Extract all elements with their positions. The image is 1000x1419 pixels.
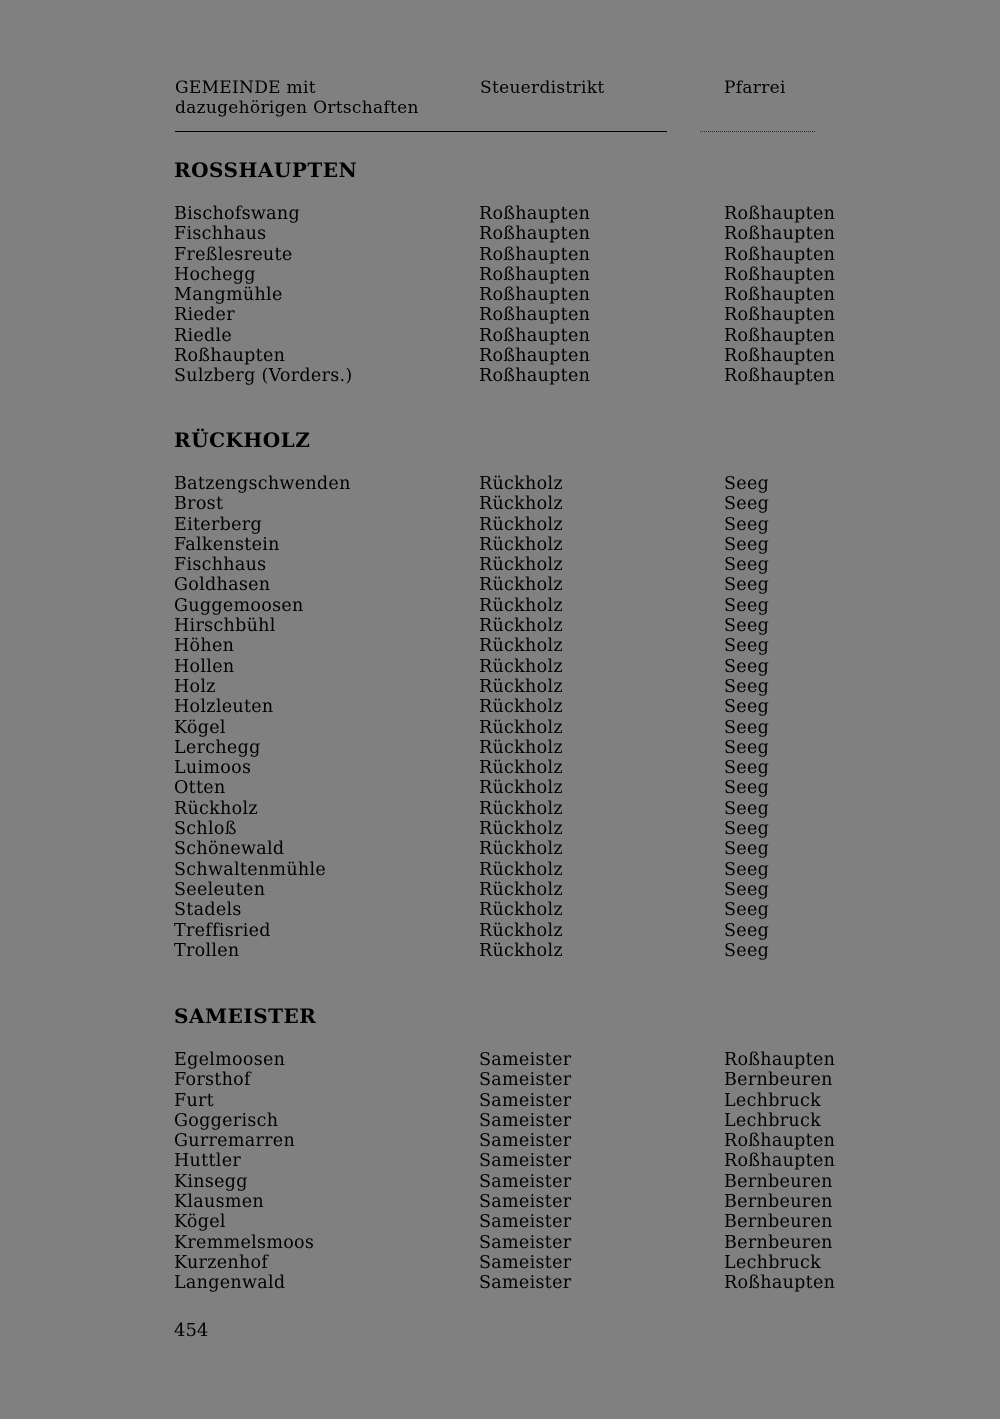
steuerdistrikt-cell: Rückholz [479, 514, 563, 535]
pfarrei-cell: Seeg [724, 798, 770, 819]
pfarrei-cell: Seeg [724, 839, 770, 860]
table-row [174, 636, 854, 656]
ortschaft-cell: Otten [174, 778, 226, 799]
steuerdistrikt-cell: Roßhaupten [479, 224, 591, 245]
pfarrei-cell: Lechbruck [724, 1110, 821, 1131]
pfarrei-cell: Seeg [724, 819, 770, 840]
steuerdistrikt-cell: Rückholz [479, 717, 563, 738]
steuerdistrikt-cell: Roßhaupten [479, 285, 591, 306]
steuerdistrikt-cell: Rückholz [479, 879, 563, 900]
steuerdistrikt-cell: Rückholz [479, 900, 563, 921]
steuerdistrikt-cell: Sameister [479, 1090, 572, 1111]
ortschaft-cell: Treffisried [174, 920, 271, 941]
ortschaft-cell: Eiterberg [174, 514, 262, 535]
steuerdistrikt-cell: Sameister [479, 1050, 572, 1070]
steuerdistrikt-cell: Rückholz [479, 534, 563, 555]
pfarrei-cell: Seeg [724, 555, 770, 576]
section-title: SAMEISTER [174, 1004, 317, 1028]
table-row [174, 778, 854, 798]
ortschaft-cell: Bischofswang [174, 204, 300, 224]
header-gemeinde-line2: dazugehörigen Ortschaften [175, 98, 419, 118]
table-row [174, 1111, 854, 1131]
table-row [174, 860, 854, 880]
table-row [174, 1050, 854, 1070]
ortschaft-cell: Schloß [174, 819, 237, 840]
pfarrei-cell: Bernbeuren [724, 1171, 833, 1192]
table-row [174, 515, 854, 535]
steuerdistrikt-cell: Rückholz [479, 575, 563, 596]
ortschaft-cell: Hollen [174, 656, 235, 677]
steuerdistrikt-cell: Rückholz [479, 737, 563, 758]
header-steuerdistrikt: Steuerdistrikt [480, 78, 605, 98]
pfarrei-cell: Seeg [724, 940, 770, 961]
header-gemeinde-line1: GEMEINDE mit [175, 78, 316, 98]
table-row [174, 305, 854, 325]
table-row [174, 224, 854, 244]
table-row [174, 1233, 854, 1253]
ortschaft-cell: Fischhaus [174, 555, 267, 576]
table-row [174, 555, 854, 575]
ortschaft-cell: Klausmen [174, 1192, 264, 1213]
header-pfarrei: Pfarrei [724, 78, 786, 98]
ortschaft-cell: Seeleuten [174, 879, 266, 900]
ortschaft-cell: Luimoos [174, 758, 252, 779]
table-row [174, 657, 854, 677]
section-title: ROSSHAUPTEN [174, 158, 358, 182]
steuerdistrikt-cell: Sameister [479, 1232, 572, 1253]
ortschaft-cell: Freßlesreute [174, 244, 293, 265]
table-row [174, 799, 854, 819]
ortschaft-cell: Kögel [174, 717, 226, 738]
ortschaft-cell: Sulzberg (Vorders.) [174, 366, 353, 387]
ortschaft-cell: Kinsegg [174, 1171, 248, 1192]
pfarrei-cell: Seeg [724, 676, 770, 697]
section-rows [174, 1050, 854, 1294]
table-row [174, 1091, 854, 1111]
ortschaft-cell: Batzengschwenden [174, 474, 351, 494]
pfarrei-cell: Seeg [724, 859, 770, 880]
table-row [174, 677, 854, 697]
pfarrei-cell: Seeg [724, 920, 770, 941]
ortschaft-cell: Falkenstein [174, 534, 280, 555]
table-row [174, 839, 854, 859]
steuerdistrikt-cell: Roßhaupten [479, 366, 591, 387]
steuerdistrikt-cell: Roßhaupten [479, 264, 591, 285]
table-row [174, 596, 854, 616]
ortschaft-cell: Lerchegg [174, 737, 261, 758]
table-row [174, 575, 854, 595]
ortschaft-cell: Guggemoosen [174, 595, 304, 616]
ortschaft-cell: Höhen [174, 636, 235, 657]
table-row [174, 494, 854, 514]
table-row [174, 718, 854, 738]
steuerdistrikt-cell: Sameister [479, 1212, 572, 1233]
pfarrei-cell: Seeg [724, 717, 770, 738]
pfarrei-cell: Seeg [724, 514, 770, 535]
ortschaft-cell: Rieder [174, 305, 235, 326]
pfarrei-cell: Seeg [724, 616, 770, 637]
header-rule [175, 131, 667, 132]
ortschaft-cell: Holz [174, 676, 216, 697]
pfarrei-cell: Roßhaupten [724, 346, 836, 367]
header-rule-dotted [700, 131, 815, 132]
steuerdistrikt-cell: Rückholz [479, 555, 563, 576]
ortschaft-cell: Kögel [174, 1212, 226, 1233]
section-rows [174, 204, 854, 387]
pfarrei-cell: Roßhaupten [724, 1151, 836, 1172]
ortschaft-cell: Kurzenhof [174, 1252, 269, 1273]
table-row [174, 941, 854, 961]
ortschaft-cell: Hirschbühl [174, 616, 276, 637]
ortschaft-cell: Stadels [174, 900, 242, 921]
ortschaft-cell: Brost [174, 494, 224, 515]
table-row [174, 697, 854, 717]
steuerdistrikt-cell: Sameister [479, 1070, 572, 1091]
pfarrei-cell: Seeg [724, 575, 770, 596]
pfarrei-cell: Roßhaupten [724, 244, 836, 265]
page-number: 454 [174, 1320, 209, 1341]
pfarrei-cell: Roßhaupten [724, 325, 836, 346]
table-row [174, 900, 854, 920]
table-row [174, 245, 854, 265]
ortschaft-cell: Huttler [174, 1151, 242, 1172]
steuerdistrikt-cell: Sameister [479, 1171, 572, 1192]
table-row [174, 921, 854, 941]
pfarrei-cell: Seeg [724, 595, 770, 616]
steuerdistrikt-cell: Rückholz [479, 616, 563, 637]
pfarrei-cell: Roßhaupten [724, 204, 836, 224]
steuerdistrikt-cell: Rückholz [479, 676, 563, 697]
section-rows [174, 474, 854, 961]
steuerdistrikt-cell: Sameister [479, 1151, 572, 1172]
steuerdistrikt-cell: Rückholz [479, 697, 563, 718]
pfarrei-cell: Lechbruck [724, 1090, 821, 1111]
ortschaft-cell: Riedle [174, 325, 233, 346]
steuerdistrikt-cell: Rückholz [479, 758, 563, 779]
ortschaft-cell: Mangmühle [174, 285, 283, 306]
steuerdistrikt-cell: Rückholz [479, 778, 563, 799]
steuerdistrikt-cell: Roßhaupten [479, 244, 591, 265]
ortschaft-cell: Egelmoosen [174, 1050, 286, 1070]
table-row [174, 1151, 854, 1171]
ortschaft-cell: Schwaltenmühle [174, 859, 327, 880]
table-row [174, 366, 854, 386]
ortschaft-cell: Schönewald [174, 839, 285, 860]
pfarrei-cell: Bernbeuren [724, 1192, 833, 1213]
pfarrei-cell: Roßhaupten [724, 1131, 836, 1152]
steuerdistrikt-cell: Sameister [479, 1110, 572, 1131]
steuerdistrikt-cell: Roßhaupten [479, 325, 591, 346]
pfarrei-cell: Bernbeuren [724, 1212, 833, 1233]
pfarrei-cell: Roßhaupten [724, 1273, 836, 1294]
pfarrei-cell: Seeg [724, 879, 770, 900]
pfarrei-cell: Seeg [724, 656, 770, 677]
ortschaft-cell: Roßhaupten [174, 346, 286, 367]
pfarrei-cell: Seeg [724, 697, 770, 718]
steuerdistrikt-cell: Rückholz [479, 595, 563, 616]
pfarrei-cell: Roßhaupten [724, 264, 836, 285]
table-row [174, 616, 854, 636]
pfarrei-cell: Roßhaupten [724, 305, 836, 326]
ortschaft-cell: Furt [174, 1090, 215, 1111]
steuerdistrikt-cell: Rückholz [479, 819, 563, 840]
ortschaft-cell: Kremmelsmoos [174, 1232, 315, 1253]
pfarrei-cell: Seeg [724, 778, 770, 799]
steuerdistrikt-cell: Sameister [479, 1192, 572, 1213]
table-row [174, 285, 854, 305]
steuerdistrikt-cell: Rückholz [479, 798, 563, 819]
table-row [174, 474, 854, 494]
ortschaft-cell: Goggerisch [174, 1110, 279, 1131]
section-sameister [174, 1004, 854, 1294]
table-row [174, 346, 854, 366]
section-rosshaupten [174, 158, 854, 387]
table-row [174, 1070, 854, 1090]
ortschaft-cell: Gurremarren [174, 1131, 296, 1152]
ortschaft-cell: Langenwald [174, 1273, 286, 1294]
pfarrei-cell: Lechbruck [724, 1252, 821, 1273]
pfarrei-cell: Seeg [724, 494, 770, 515]
pfarrei-cell: Roßhaupten [724, 366, 836, 387]
steuerdistrikt-cell: Sameister [479, 1131, 572, 1152]
table-row [174, 326, 854, 346]
table-row [174, 1212, 854, 1232]
table-row [174, 535, 854, 555]
steuerdistrikt-cell: Roßhaupten [479, 204, 591, 224]
ortschaft-cell: Goldhasen [174, 575, 271, 596]
pfarrei-cell: Seeg [724, 474, 770, 494]
pfarrei-cell: Bernbeuren [724, 1070, 833, 1091]
pfarrei-cell: Roßhaupten [724, 224, 836, 245]
pfarrei-cell: Seeg [724, 737, 770, 758]
pfarrei-cell: Roßhaupten [724, 285, 836, 306]
table-row [174, 1273, 854, 1293]
ortschaft-cell: Forsthof [174, 1070, 251, 1091]
table-row [174, 1172, 854, 1192]
table-row [174, 758, 854, 778]
steuerdistrikt-cell: Roßhaupten [479, 305, 591, 326]
table-row [174, 738, 854, 758]
section-title: RÜCKHOLZ [174, 428, 311, 452]
steuerdistrikt-cell: Rückholz [479, 940, 563, 961]
steuerdistrikt-cell: Rückholz [479, 636, 563, 657]
table-row [174, 819, 854, 839]
pfarrei-cell: Seeg [724, 534, 770, 555]
pfarrei-cell: Bernbeuren [724, 1232, 833, 1253]
steuerdistrikt-cell: Rückholz [479, 859, 563, 880]
table-row [174, 265, 854, 285]
pfarrei-cell: Seeg [724, 758, 770, 779]
steuerdistrikt-cell: Rückholz [479, 474, 563, 494]
steuerdistrikt-cell: Rückholz [479, 494, 563, 515]
pfarrei-cell: Seeg [724, 900, 770, 921]
table-row [174, 204, 854, 224]
ortschaft-cell: Hochegg [174, 264, 256, 285]
steuerdistrikt-cell: Roßhaupten [479, 346, 591, 367]
ortschaft-cell: Fischhaus [174, 224, 267, 245]
ortschaft-cell: Rückholz [174, 798, 258, 819]
steuerdistrikt-cell: Rückholz [479, 920, 563, 941]
header-gemeinde [175, 78, 475, 118]
pfarrei-cell: Roßhaupten [724, 1050, 836, 1070]
table-row [174, 1131, 854, 1151]
table-row [174, 880, 854, 900]
ortschaft-cell: Holzleuten [174, 697, 274, 718]
table-row [174, 1192, 854, 1212]
steuerdistrikt-cell: Sameister [479, 1252, 572, 1273]
steuerdistrikt-cell: Rückholz [479, 656, 563, 677]
table-row [174, 1253, 854, 1273]
pfarrei-cell: Seeg [724, 636, 770, 657]
ortschaft-cell: Trollen [174, 940, 240, 961]
steuerdistrikt-cell: Sameister [479, 1273, 572, 1294]
section-rueckholz [174, 428, 854, 961]
steuerdistrikt-cell: Rückholz [479, 839, 563, 860]
